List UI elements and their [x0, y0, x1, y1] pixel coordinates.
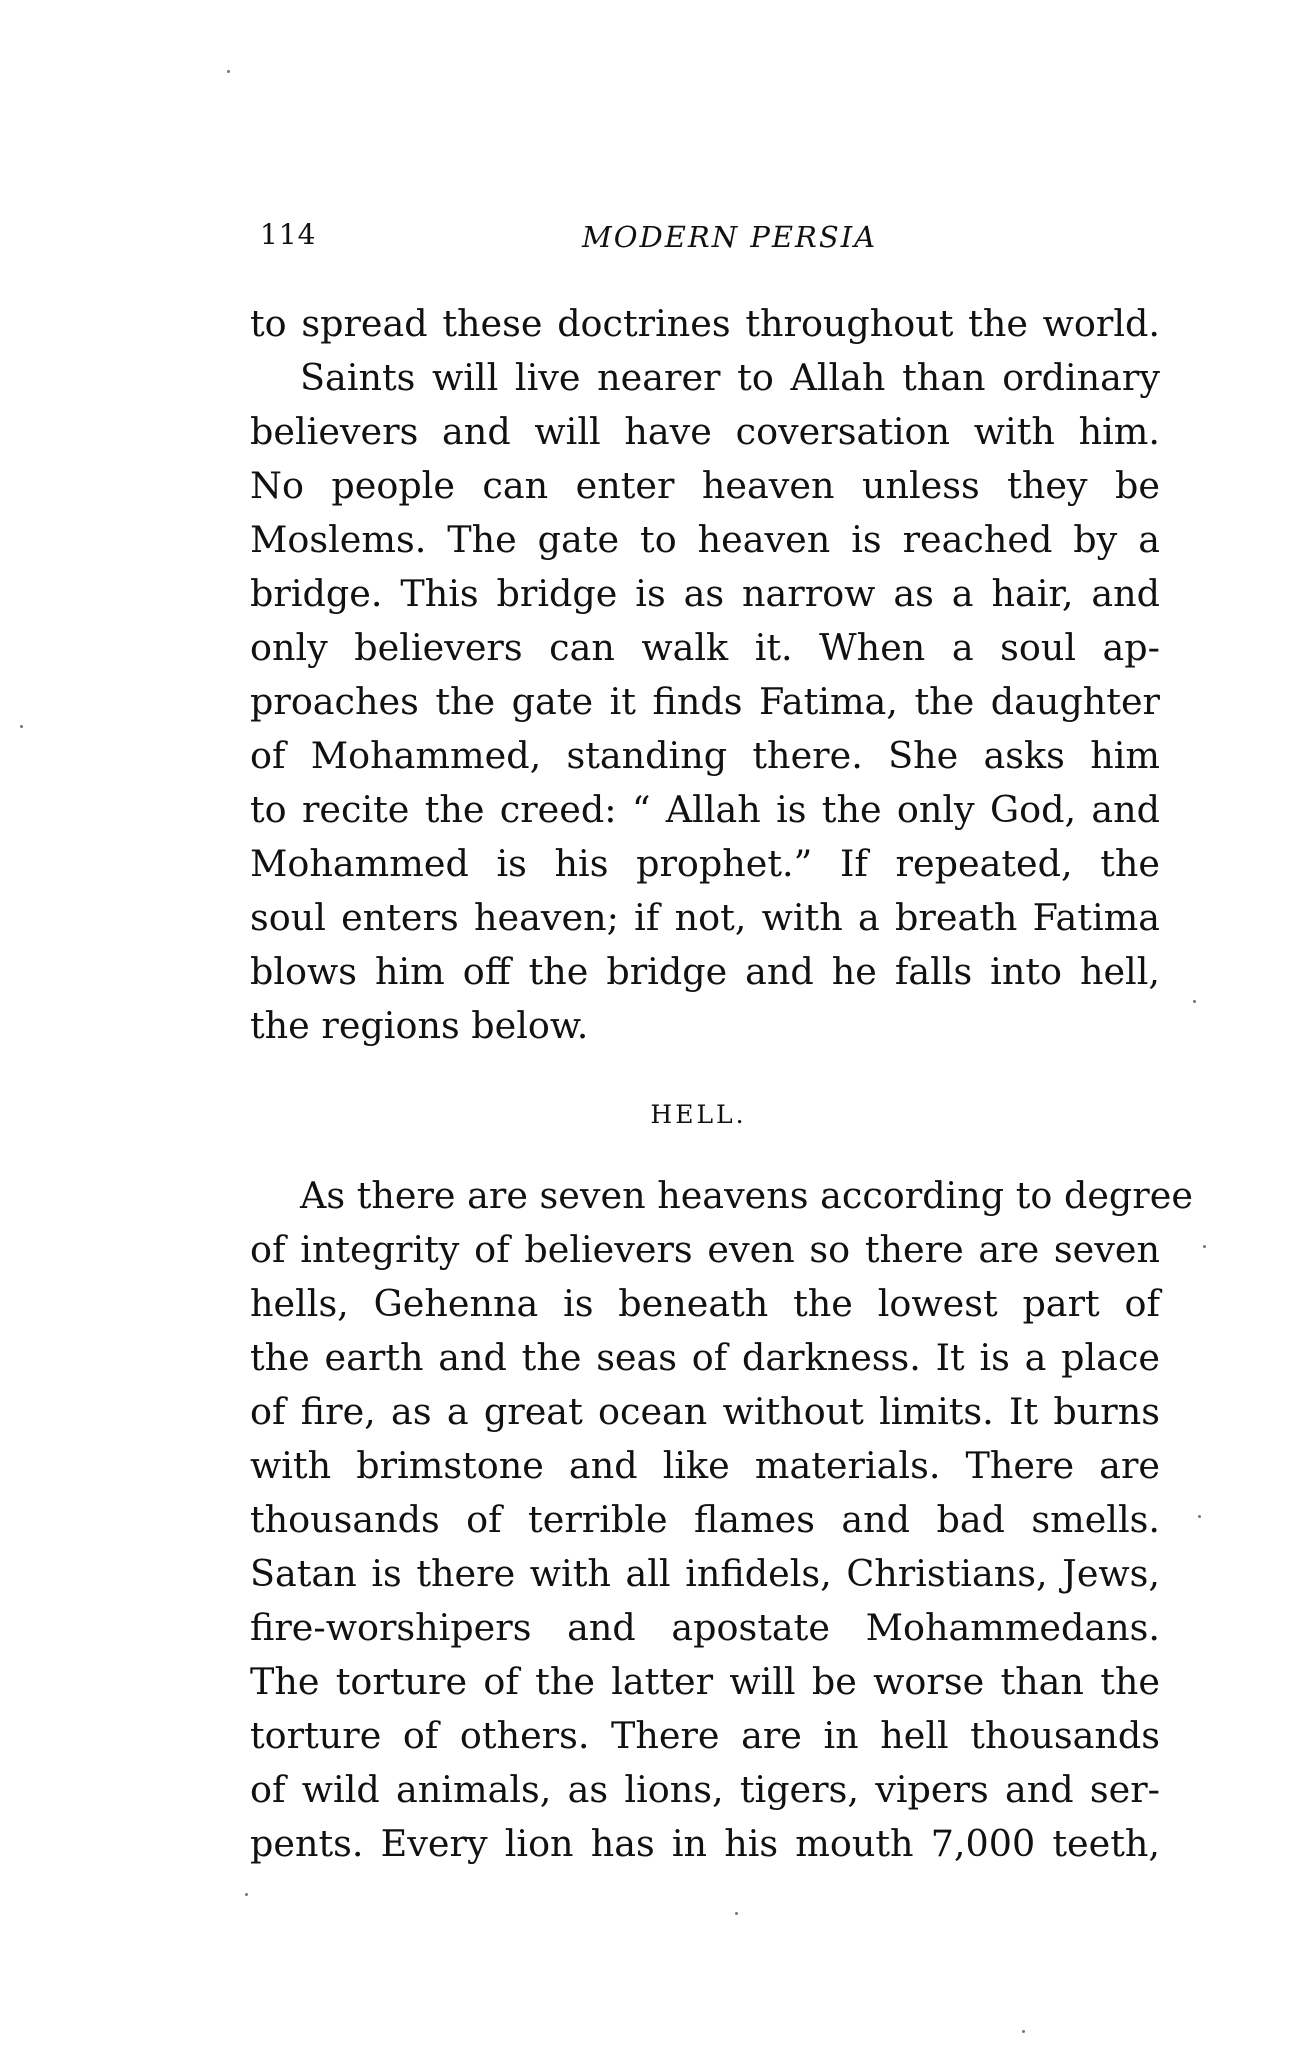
text-line: hells, Gehenna is beneath the lowest part of: [250, 1282, 1160, 1325]
text-line: As there are seven heavens according to degree: [300, 1174, 1193, 1217]
text-line: with brimstone and like materials. There are: [250, 1444, 1160, 1487]
text-line: Mohammed is his prophet.” If repeated, the: [250, 842, 1160, 885]
text-line: torture of others. There are in hell thousands: [250, 1714, 1160, 1757]
page-header: [260, 218, 1160, 268]
text-line: the regions below.: [250, 1004, 589, 1047]
scan-speck: [1198, 1515, 1201, 1518]
text-line: No people can enter heaven unless they be: [250, 464, 1160, 507]
text-line: of fire, as a great ocean without limits. It burns: [250, 1390, 1160, 1433]
scan-speck: [735, 1912, 738, 1915]
scan-speck: [227, 70, 230, 73]
text-line: Moslems. The gate to heaven is reached by a: [250, 518, 1160, 561]
text-line: the earth and the seas of darkness. It is a place: [250, 1336, 1160, 1379]
text-line: of wild animals, as lions, tigers, vipers and ser-: [250, 1768, 1160, 1811]
text-line: fire-worshipers and apostate Mohammedans.: [250, 1606, 1160, 1649]
text-line: The torture of the latter will be worse than the: [250, 1660, 1160, 1703]
text-line: of integrity of believers even so there are seven: [250, 1228, 1160, 1271]
text-line: pents. Every lion has in his mouth 7,000 teeth,: [250, 1822, 1160, 1865]
text-line: believers and will have coversation with him.: [250, 410, 1160, 453]
scan-speck: [20, 725, 23, 728]
section-heading: HELL.: [650, 1100, 747, 1129]
text-line: of Mohammed, standing there. She asks him: [250, 734, 1160, 777]
text-line: Satan is there with all infidels, Christians, Jews,: [250, 1552, 1160, 1595]
text-line: only believers can walk it. When a soul ap-: [250, 626, 1160, 669]
text-line: blows him off the bridge and he falls into hell,: [250, 950, 1160, 993]
text-line: soul enters heaven; if not, with a breath Fatima: [250, 896, 1160, 939]
scan-speck: [1193, 1000, 1196, 1003]
text-line: to recite the creed: “ Allah is the only God, and: [250, 788, 1160, 831]
scan-speck: [245, 1893, 248, 1896]
scan-speck: [1022, 2030, 1025, 2033]
text-line: bridge. This bridge is as narrow as a hair, and: [250, 572, 1160, 615]
text-line: to spread these doctrines throughout the world.: [250, 302, 1160, 345]
paragraph-hell: [250, 1169, 1193, 1871]
text-line: thousands of terrible flames and bad smells.: [250, 1498, 1160, 1541]
paragraph-continued: [250, 297, 1160, 1053]
page-number: 114: [260, 218, 317, 251]
text-line: proaches the gate it finds Fatima, the daughter: [250, 680, 1160, 723]
running-title: MODERN PERSIA: [582, 220, 878, 254]
text-line: Saints will live nearer to Allah than ordinary: [300, 356, 1160, 399]
scan-speck: [1203, 1245, 1206, 1248]
